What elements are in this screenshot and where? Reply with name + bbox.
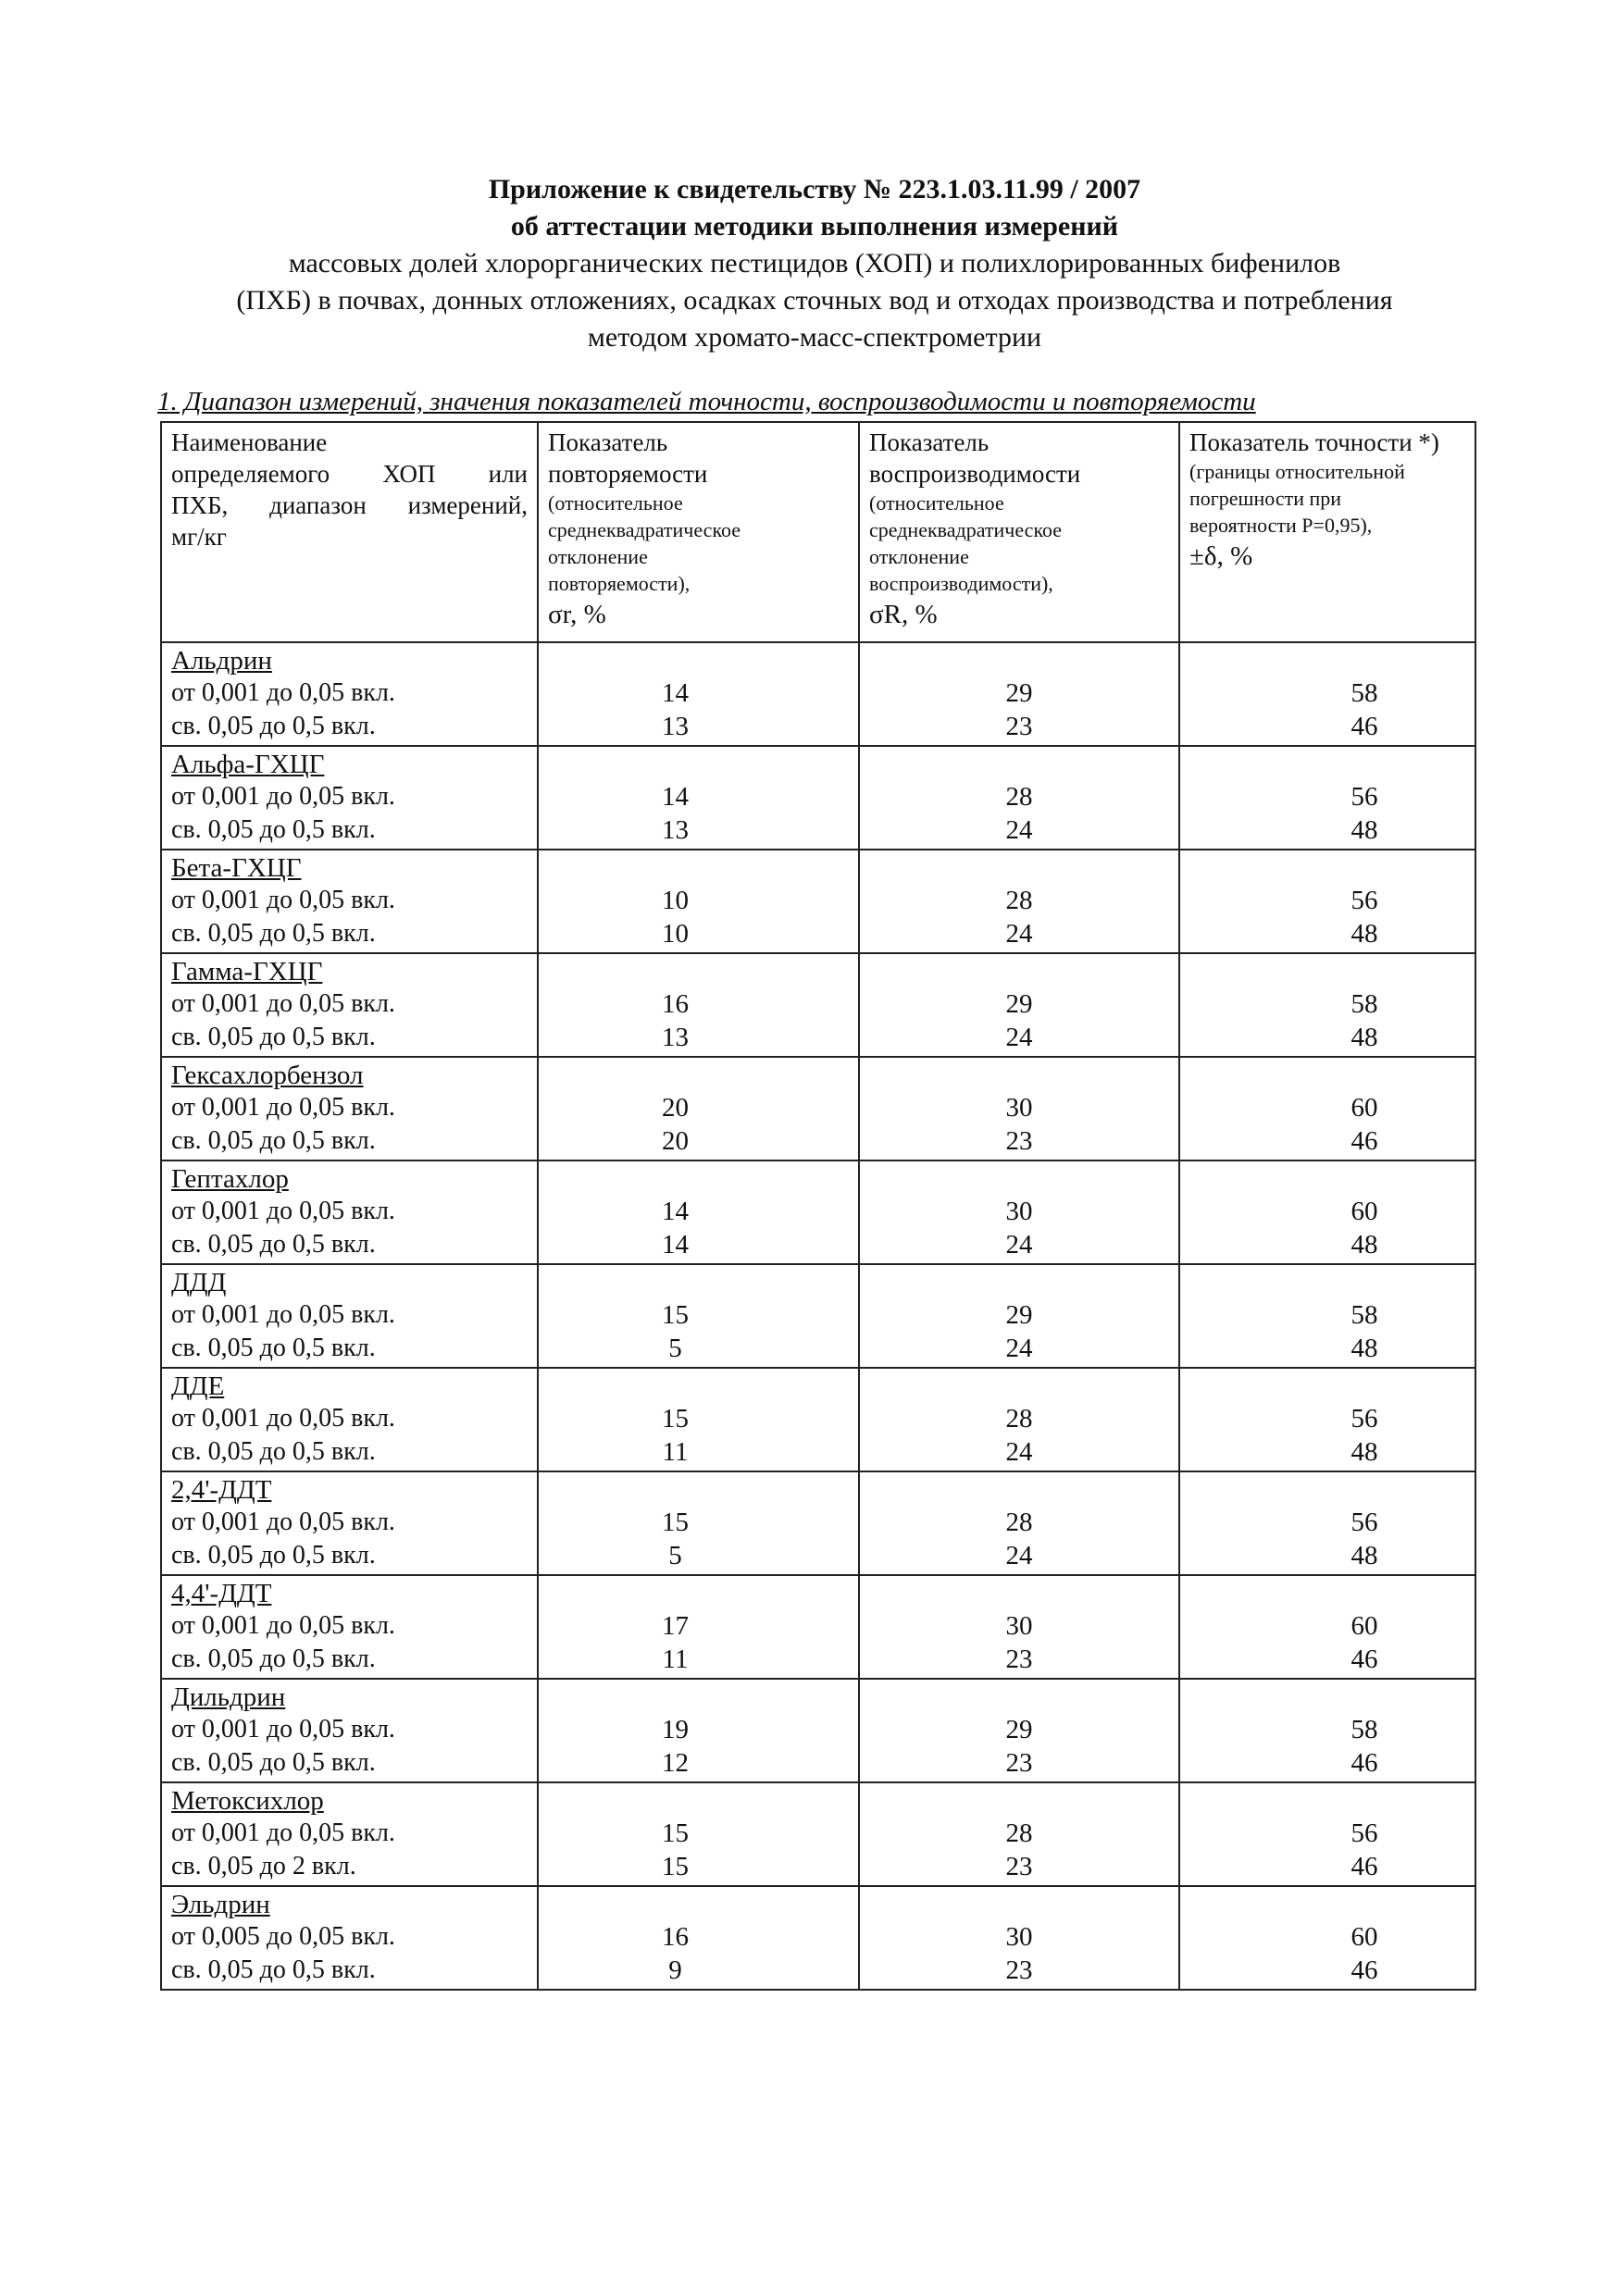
- repeatability-high: 14: [662, 1230, 689, 1260]
- range-high: св. 0,05 до 0,5 вкл.: [171, 1023, 376, 1051]
- table-row: [161, 1886, 1475, 1990]
- header-accuracy-line-3: погрешности при: [1189, 487, 1342, 510]
- table-row: [161, 1679, 1475, 1782]
- repeatability-high: 12: [662, 1748, 689, 1778]
- table-row: [161, 642, 1475, 746]
- header-repeatability-line-5: отклонение: [548, 545, 648, 568]
- header-accuracy-line-1: Показатель точности *): [1189, 428, 1439, 456]
- repeatability-high: 5: [668, 1541, 682, 1570]
- title-line-1: Приложение к свидетельству № 223.1.03.11.99 / 2007: [488, 174, 1141, 205]
- accuracy-high: 46: [1350, 712, 1378, 741]
- reproducibility-high: 24: [1005, 1541, 1033, 1570]
- substance-name: Альдрин: [171, 646, 272, 676]
- header-accuracy-symbol: ±δ, %: [1189, 541, 1253, 571]
- reproducibility-low: 29: [1005, 1300, 1033, 1330]
- substance-cell: [161, 1679, 538, 1782]
- substance-name: 2,4'-ДДТ: [171, 1475, 272, 1505]
- accuracy-high: 48: [1350, 1541, 1378, 1570]
- repeatability-cell: [538, 1264, 859, 1368]
- accuracy-high: 48: [1350, 815, 1378, 845]
- repeatability-cell: [538, 1368, 859, 1471]
- accuracy-high: 46: [1350, 1852, 1378, 1881]
- repeatability-high: 13: [662, 1023, 689, 1052]
- accuracy-high: 46: [1350, 1955, 1378, 1985]
- accuracy-high: 46: [1350, 1748, 1378, 1778]
- repeatability-low: 14: [662, 1197, 689, 1226]
- header-substance-line-1: Наименование: [171, 428, 328, 456]
- accuracy-high: 48: [1350, 1334, 1378, 1363]
- repeatability-cell: [538, 1471, 859, 1575]
- accuracy-cell: [1179, 1886, 1475, 1990]
- table-row: [161, 1575, 1475, 1679]
- table-row: [161, 746, 1475, 850]
- repeatability-cell: [538, 850, 859, 953]
- repeatability-cell: [538, 953, 859, 1057]
- reproducibility-low: 28: [1005, 782, 1033, 812]
- substance-cell: [161, 1160, 538, 1264]
- reproducibility-low: 28: [1005, 886, 1033, 915]
- accuracy-high: 46: [1350, 1126, 1378, 1156]
- repeatability-low: 15: [662, 1508, 689, 1537]
- header-substance-line-3: ПХБ, диапазон измерений,: [171, 491, 528, 519]
- title-block: [148, 171, 1481, 356]
- reproducibility-cell: [859, 642, 1179, 746]
- header-substance-line-4: мг/кг: [171, 523, 227, 551]
- reproducibility-low: 28: [1005, 1404, 1033, 1433]
- reproducibility-high: 23: [1005, 1955, 1033, 1985]
- reproducibility-high: 24: [1005, 1230, 1033, 1260]
- repeatability-low: 17: [662, 1611, 689, 1641]
- accuracy-cell: [1179, 953, 1475, 1057]
- range-high: св. 0,05 до 0,5 вкл.: [171, 1955, 376, 1984]
- reproducibility-cell: [859, 953, 1179, 1057]
- range-high: св. 0,05 до 0,5 вкл.: [171, 1126, 376, 1155]
- table-row: [161, 953, 1475, 1057]
- substance-cell: [161, 642, 538, 746]
- range-low: от 0,001 до 0,05 вкл.: [171, 1300, 395, 1329]
- reproducibility-low: 29: [1005, 678, 1033, 708]
- repeatability-high: 13: [662, 712, 689, 741]
- accuracy-low: 58: [1350, 989, 1378, 1019]
- substance-cell: [161, 1471, 538, 1575]
- accuracy-cell: [1179, 746, 1475, 850]
- reproducibility-high: 24: [1005, 919, 1033, 949]
- range-low: от 0,001 до 0,05 вкл.: [171, 1611, 395, 1640]
- repeatability-high: 11: [662, 1644, 689, 1674]
- range-high: св. 0,05 до 0,5 вкл.: [171, 1437, 376, 1466]
- repeatability-high: 5: [668, 1334, 682, 1363]
- table-body: [161, 642, 1475, 1990]
- range-low: от 0,001 до 0,05 вкл.: [171, 1508, 395, 1536]
- substance-name: ДДД: [171, 1268, 227, 1297]
- substance-cell: [161, 1575, 538, 1679]
- title-line-3: массовых долей хлорорганических пестицидов (ХОП) и полихлорированных бифенилов: [288, 248, 1341, 279]
- reproducibility-low: 30: [1005, 1922, 1033, 1952]
- measurement-table-wrapper: [160, 421, 1475, 1991]
- reproducibility-cell: [859, 1264, 1179, 1368]
- accuracy-low: 56: [1350, 1508, 1378, 1537]
- repeatability-cell: [538, 1160, 859, 1264]
- repeatability-high: 15: [662, 1852, 689, 1881]
- range-high: св. 0,05 до 2 вкл.: [171, 1852, 356, 1880]
- repeatability-cell: [538, 642, 859, 746]
- header-reproducibility-line-4: среднеквадратическое: [869, 518, 1063, 541]
- reproducibility-high: 24: [1005, 1023, 1033, 1052]
- header-accuracy-line-2: (границы относительной: [1189, 460, 1405, 483]
- repeatability-high: 9: [668, 1955, 682, 1985]
- range-high: св. 0,05 до 0,5 вкл.: [171, 1230, 376, 1259]
- reproducibility-high: 23: [1005, 1644, 1033, 1674]
- substance-cell: [161, 1057, 538, 1160]
- substance-name: 4,4'-ДДТ: [171, 1579, 272, 1608]
- range-low: от 0,001 до 0,05 вкл.: [171, 1404, 395, 1433]
- substance-name: ДДЕ: [171, 1371, 225, 1401]
- header-repeatability-line-6: повторяемости),: [548, 572, 691, 595]
- accuracy-cell: [1179, 1368, 1475, 1471]
- repeatability-low: 20: [662, 1093, 689, 1123]
- header-reproducibility-symbol: σR, %: [869, 600, 938, 629]
- table-row: [161, 1782, 1475, 1886]
- accuracy-cell: [1179, 850, 1475, 953]
- accuracy-low: 60: [1350, 1093, 1378, 1123]
- substance-name: Дильдрин: [171, 1682, 286, 1712]
- repeatability-high: 13: [662, 815, 689, 845]
- header-reproducibility-line-3: (относительное: [869, 491, 1004, 515]
- range-low: от 0,001 до 0,05 вкл.: [171, 886, 395, 914]
- reproducibility-low: 29: [1005, 1715, 1033, 1744]
- header-repeatability: [538, 422, 859, 642]
- range-low: от 0,001 до 0,05 вкл.: [171, 1093, 395, 1122]
- reproducibility-low: 30: [1005, 1093, 1033, 1123]
- repeatability-cell: [538, 1886, 859, 1990]
- accuracy-high: 48: [1350, 1230, 1378, 1260]
- repeatability-cell: [538, 1679, 859, 1782]
- header-repeatability-line-1: Показатель: [548, 428, 668, 456]
- header-repeatability-line-2: повторяемости: [548, 460, 708, 488]
- accuracy-cell: [1179, 1679, 1475, 1782]
- range-low: от 0,001 до 0,05 вкл.: [171, 678, 395, 707]
- repeatability-low: 19: [662, 1715, 689, 1744]
- range-high: св. 0,05 до 0,5 вкл.: [171, 712, 376, 740]
- range-low: от 0,001 до 0,05 вкл.: [171, 989, 395, 1018]
- accuracy-cell: [1179, 1782, 1475, 1886]
- repeatability-high: 10: [662, 919, 689, 949]
- header-accuracy-line-4: вероятности P=0,95),: [1189, 514, 1373, 537]
- table-row: [161, 1160, 1475, 1264]
- repeatability-cell: [538, 1057, 859, 1160]
- accuracy-low: 60: [1350, 1922, 1378, 1952]
- header-repeatability-line-4: среднеквадратическое: [548, 518, 741, 541]
- reproducibility-cell: [859, 746, 1179, 850]
- table-row: [161, 1057, 1475, 1160]
- table-row: [161, 1368, 1475, 1471]
- accuracy-cell: [1179, 1057, 1475, 1160]
- header-reproducibility-line-2: воспроизводимости: [869, 460, 1081, 488]
- substance-name: Гексахлорбензол: [171, 1061, 364, 1090]
- accuracy-cell: [1179, 1575, 1475, 1679]
- substance-name: Эльдрин: [171, 1890, 270, 1919]
- substance-name: Гамма-ГХЦГ: [171, 957, 323, 987]
- substance-name: Гептахлор: [171, 1164, 289, 1194]
- header-substance-line-2: определяемого ХОП или: [171, 460, 528, 488]
- reproducibility-low: 30: [1005, 1197, 1033, 1226]
- repeatability-low: 10: [662, 886, 689, 915]
- substance-cell: [161, 1368, 538, 1471]
- accuracy-low: 58: [1350, 1300, 1378, 1330]
- accuracy-low: 58: [1350, 678, 1378, 708]
- reproducibility-low: 29: [1005, 989, 1033, 1019]
- reproducibility-cell: [859, 1886, 1179, 1990]
- reproducibility-cell: [859, 1575, 1179, 1679]
- substance-name: Альфа-ГХЦГ: [171, 750, 325, 779]
- table-row: [161, 1264, 1475, 1368]
- repeatability-low: 14: [662, 782, 689, 812]
- substance-name: Метоксихлор: [171, 1786, 324, 1816]
- header-reproducibility-line-6: воспроизводимости),: [869, 572, 1053, 595]
- measurement-table: [160, 421, 1476, 1991]
- range-low: от 0,001 до 0,05 вкл.: [171, 782, 395, 811]
- accuracy-high: 48: [1350, 1437, 1378, 1467]
- title-line-4: (ПХБ) в почвах, донных отложениях, осадках сточных вод и отходах производства и потребления: [236, 285, 1393, 316]
- accuracy-cell: [1179, 642, 1475, 746]
- reproducibility-high: 23: [1005, 1852, 1033, 1881]
- repeatability-cell: [538, 746, 859, 850]
- substance-cell: [161, 1886, 538, 1990]
- accuracy-high: 48: [1350, 919, 1378, 949]
- substance-cell: [161, 746, 538, 850]
- accuracy-low: 56: [1350, 1818, 1378, 1848]
- repeatability-low: 14: [662, 678, 689, 708]
- substance-cell: [161, 953, 538, 1057]
- substance-cell: [161, 850, 538, 953]
- range-high: св. 0,05 до 0,5 вкл.: [171, 1334, 376, 1362]
- range-low: от 0,001 до 0,05 вкл.: [171, 1197, 395, 1225]
- repeatability-low: 16: [662, 989, 689, 1019]
- accuracy-low: 56: [1350, 1404, 1378, 1433]
- repeatability-low: 15: [662, 1404, 689, 1433]
- reproducibility-high: 23: [1005, 712, 1033, 741]
- reproducibility-high: 23: [1005, 1748, 1033, 1778]
- accuracy-low: 60: [1350, 1197, 1378, 1226]
- repeatability-cell: [538, 1575, 859, 1679]
- table-header-row: [161, 422, 1475, 642]
- range-low: от 0,001 до 0,05 вкл.: [171, 1715, 395, 1744]
- accuracy-high: 46: [1350, 1644, 1378, 1674]
- range-low: от 0,005 до 0,05 вкл.: [171, 1922, 395, 1951]
- range-high: св. 0,05 до 0,5 вкл.: [171, 919, 376, 948]
- accuracy-low: 60: [1350, 1611, 1378, 1641]
- substance-cell: [161, 1782, 538, 1886]
- header-accuracy: [1179, 422, 1475, 642]
- reproducibility-high: 24: [1005, 1334, 1033, 1363]
- accuracy-low: 56: [1350, 886, 1378, 915]
- reproducibility-cell: [859, 1160, 1179, 1264]
- header-reproducibility-line-1: Показатель: [869, 428, 989, 456]
- range-high: св. 0,05 до 0,5 вкл.: [171, 1748, 376, 1777]
- reproducibility-low: 28: [1005, 1818, 1033, 1848]
- repeatability-low: 16: [662, 1922, 689, 1952]
- header-reproducibility: [859, 422, 1179, 642]
- accuracy-cell: [1179, 1160, 1475, 1264]
- reproducibility-cell: [859, 850, 1179, 953]
- table-row: [161, 1471, 1475, 1575]
- title-line-5: методом хромато-масс-спектрометрии: [587, 322, 1042, 353]
- range-high: св. 0,05 до 0,5 вкл.: [171, 1541, 376, 1570]
- header-repeatability-symbol: σr, %: [548, 600, 606, 629]
- substance-cell: [161, 1264, 538, 1368]
- substance-name: Бета-ГХЦГ: [171, 853, 302, 883]
- range-high: св. 0,05 до 0,5 вкл.: [171, 1644, 376, 1673]
- range-high: св. 0,05 до 0,5 вкл.: [171, 815, 376, 844]
- reproducibility-cell: [859, 1782, 1179, 1886]
- reproducibility-cell: [859, 1057, 1179, 1160]
- reproducibility-low: 28: [1005, 1508, 1033, 1537]
- repeatability-high: 11: [662, 1437, 689, 1467]
- accuracy-high: 48: [1350, 1023, 1378, 1052]
- accuracy-cell: [1179, 1471, 1475, 1575]
- header-reproducibility-line-5: отклонение: [869, 545, 969, 568]
- reproducibility-low: 30: [1005, 1611, 1033, 1641]
- section-heading: 1. Диапазон измерений, значения показателей точности, воспроизводимости и повторяемости: [157, 387, 1256, 416]
- table-row: [161, 850, 1475, 953]
- header-substance: [161, 422, 538, 642]
- reproducibility-cell: [859, 1368, 1179, 1471]
- reproducibility-high: 24: [1005, 815, 1033, 845]
- reproducibility-cell: [859, 1471, 1179, 1575]
- reproducibility-cell: [859, 1679, 1179, 1782]
- accuracy-low: 56: [1350, 782, 1378, 812]
- repeatability-low: 15: [662, 1300, 689, 1330]
- header-repeatability-line-3: (относительное: [548, 491, 683, 515]
- accuracy-cell: [1179, 1264, 1475, 1368]
- title-line-2: об аттестации методики выполнения измерений: [510, 211, 1119, 242]
- repeatability-cell: [538, 1782, 859, 1886]
- repeatability-low: 15: [662, 1818, 689, 1848]
- accuracy-low: 58: [1350, 1715, 1378, 1744]
- repeatability-high: 20: [662, 1126, 689, 1156]
- reproducibility-high: 23: [1005, 1126, 1033, 1156]
- range-low: от 0,001 до 0,05 вкл.: [171, 1818, 395, 1847]
- reproducibility-high: 24: [1005, 1437, 1033, 1467]
